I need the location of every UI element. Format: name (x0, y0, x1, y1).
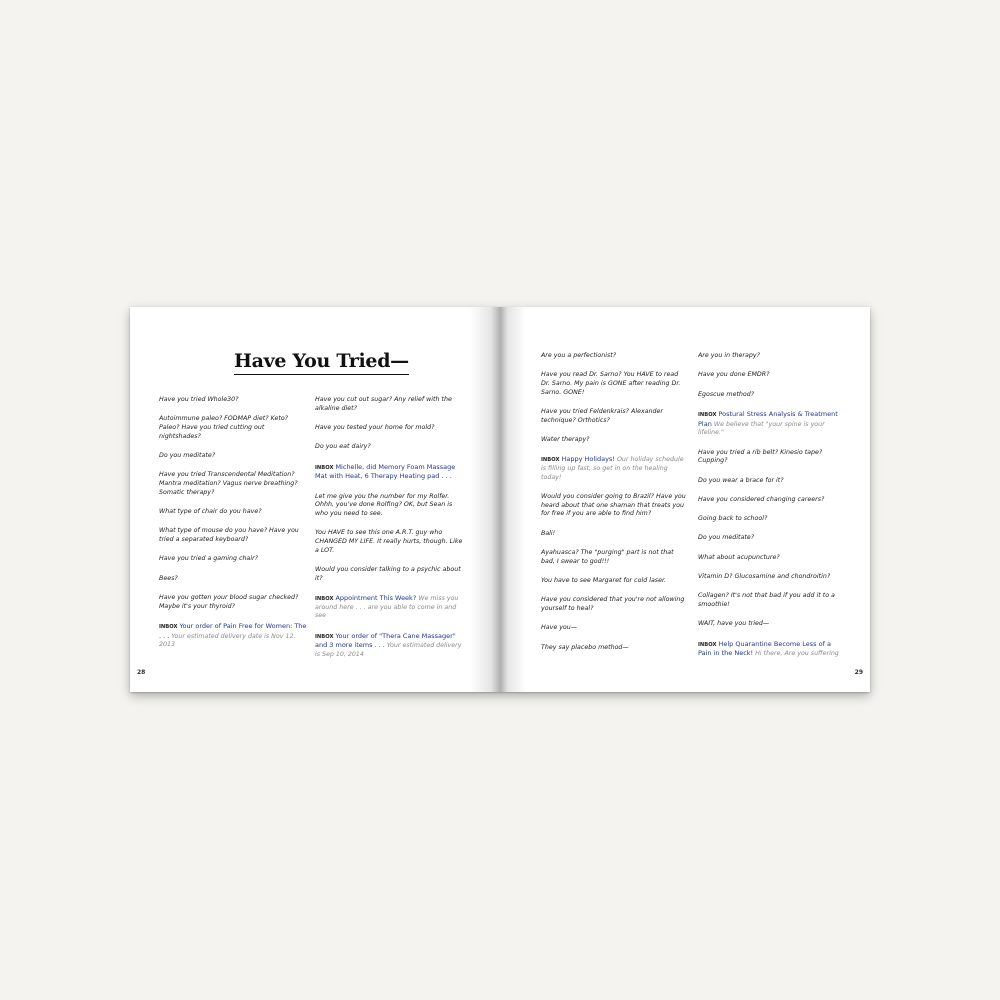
question: Do you eat dairy? (315, 443, 371, 451)
email-preview: Your estimated delivery date is Nov 12, 2013 (159, 632, 296, 649)
question: They say placebo method— (541, 643, 629, 651)
question: WAIT, have you tried— (698, 620, 770, 628)
question: Have you considered that you're not allowing yourself to heal? (541, 596, 685, 612)
text-column-1 (159, 396, 307, 661)
inbox-email (159, 622, 307, 650)
email-preview: Our holiday schedule is filling up fast, so get in on the healing today! (541, 456, 684, 481)
question: Have you tried Feldenkrais? Alexander technique? Orthotics? (541, 408, 663, 424)
inbox-email (541, 455, 689, 482)
question: Are you a perfectionist? (541, 352, 617, 359)
question: Egoscue method? (698, 390, 755, 398)
inbox-tag: INBOX (541, 457, 560, 464)
question: Have you tested your home for mold? (315, 424, 435, 431)
inbox-tag: INBOX (698, 641, 717, 648)
question: Collagen? It's not that bad if you add it to a smoothie! (698, 592, 835, 609)
question: Have you tried a rib belt? Kinesio tape? Cupping? (698, 448, 823, 465)
question: Do you meditate? (698, 534, 755, 542)
question: Have you tried Transcendental Meditation? Mantra meditation? Vagus nerve breathing? Somatic therapy? (159, 471, 298, 496)
email-subject: Postural Stress Analysis & Treatment Plan (698, 409, 838, 428)
email-subject: Happy Holidays! (561, 455, 615, 464)
text-column-4 (698, 352, 846, 670)
question: Have you gotten your blood sugar checked? Maybe it's your thyroid? (159, 593, 299, 610)
inbox-tag: INBOX (315, 633, 334, 640)
question: Ayahuasca? The "purging" part is not that bad, I swear to god!!! (541, 549, 674, 565)
text-column-2 (315, 396, 463, 670)
open-book (130, 307, 870, 692)
question: Autoimmune paleo? FODMAP diet? Keto? Paleo? Have you tried cutting out nightshades? (159, 415, 289, 440)
question: What type of chair do you have? (159, 508, 262, 515)
question: Going back to school? (698, 515, 768, 523)
question: Have you done EMDR? (698, 371, 770, 379)
question: Have you tried a gaming chair? (159, 555, 259, 563)
email-subject: Your order of "Thera Cane Massager" and 3 more items . . . (315, 631, 456, 650)
email-subject: Appointment This Week? (335, 594, 417, 602)
email-preview: Hi there, Are you suffering (755, 650, 839, 658)
page-number: 28 (137, 669, 146, 676)
inbox-tag: INBOX (159, 623, 178, 630)
question: What about acupuncture? (698, 553, 780, 561)
question: Water therapy? (541, 436, 590, 443)
page-number: 29 (854, 669, 863, 676)
question: You have to see Margaret for cold laser. (541, 577, 666, 584)
inbox-email (698, 640, 846, 659)
page-title: Have You Tried— (234, 350, 409, 375)
gutter-shadow (500, 307, 526, 692)
gutter-shadow (470, 307, 500, 692)
inbox-email (698, 410, 846, 438)
inbox-email (315, 463, 463, 482)
email-preview: Your estimated delivery is Sep 10, 2014 (315, 642, 462, 659)
email-subject: Your order of Pain Free for Women: The . . . (159, 621, 307, 640)
question: What type of mouse do you have? Have you tried a separated keyboard? (159, 527, 299, 543)
inbox-email (315, 632, 463, 660)
inbox-email (315, 594, 463, 621)
question: Have you tried Whole30? (159, 396, 239, 403)
question: Let me give you the number for my Rolfer. Ohhh, you've done Rolfing? OK, but Sean is who you need to see. (315, 492, 453, 517)
email-subject: Help Quarantine Become Less of a Pain in the Neck! (698, 639, 831, 658)
email-preview: We miss you around here . . . are you able to come in and see (315, 595, 459, 620)
left-page (130, 307, 500, 692)
question: Vitamin D? Glucosamine and chondroitin? (698, 573, 831, 581)
right-page (500, 307, 870, 692)
question: Bali! (541, 529, 556, 537)
question: Would you consider talking to a psychic about it? (315, 566, 461, 582)
question: You HAVE to see this one A.R.T. guy who CHANGED MY LIFE. It really hurts, though. Like a LOT. (315, 529, 463, 554)
question: Have you considered changing careers? (698, 495, 825, 503)
email-subject: Michelle, did Memory Foam Massage Mat with Heat, 6 Therapy Heating pad . . . (315, 462, 456, 481)
inbox-tag: INBOX (315, 464, 334, 471)
question: Do you wear a brace for it? (698, 476, 784, 484)
inbox-tag: INBOX (698, 411, 717, 418)
question: Are you in therapy? (698, 352, 760, 359)
text-column-3 (541, 352, 689, 663)
question: Would you consider going to Brazil? Have you heard about that one shaman that treats you for free if you are able to find him? (541, 493, 686, 518)
question: Do you meditate? (159, 452, 216, 459)
question: Have you— (541, 624, 578, 632)
question: Have you cut out sugar? Any relief with the alkaline diet? (315, 396, 452, 412)
inbox-tag: INBOX (315, 596, 334, 602)
question: Have you read Dr. Sarno? You HAVE to read Dr. Sarno. My pain is GONE after reading Dr. Sarno. GONE! (541, 371, 681, 396)
email-preview: We believe that "your spine is your lifeline." (698, 420, 825, 437)
question: Bees? (159, 574, 178, 582)
